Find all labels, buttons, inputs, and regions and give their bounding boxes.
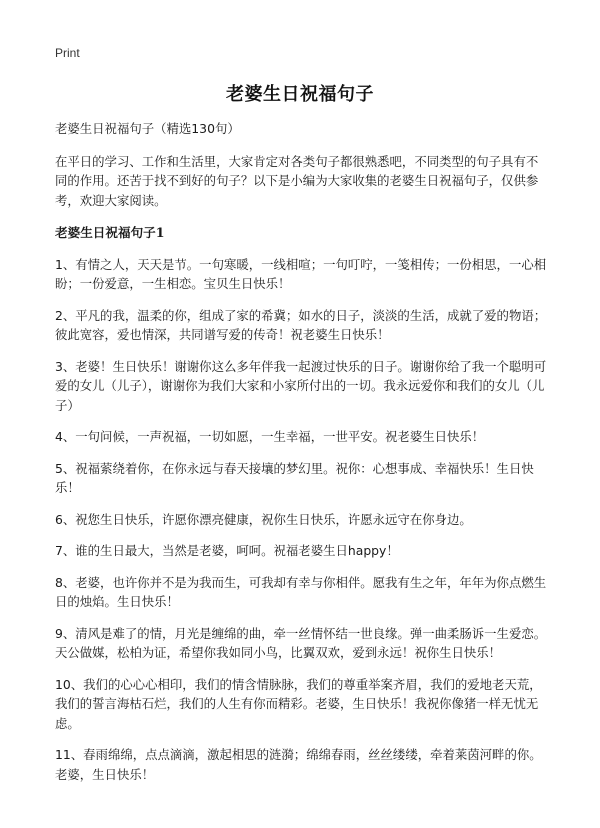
list-item: 3、老婆！生日快乐！谢谢你这么多年伴我一起渡过快乐的日子。谢谢你给了我一个聪明可爱的女儿（儿子），谢谢你为我们大家和小家所付出的一切。我永远爱你和我们的女儿（儿子） xyxy=(55,358,547,413)
list-item: 9、清风是难了的情，月光是缠绵的曲，牵一丝情怀结一世良缘。弹一曲柔肠诉一生爱恋。天公做媒，松柏为证，希望你我如同小鸟，比翼双欢，爱到永远！祝你生日快乐！ xyxy=(55,625,547,660)
list-item: 1、有情之人，天天是节。一句寒暖，一线相喧；一句叮咛，一笺相传；一份相思，一心相盼；一份爱意，一生相恋。宝贝生日快乐！ xyxy=(55,256,547,291)
list-item: 2、平凡的我，温柔的你，组成了家的希冀；如水的日子，淡淡的生活，成就了爱的物语；彼此宽容，爱也情深，共同谱写爱的传奇！祝老婆生日快乐！ xyxy=(55,307,547,342)
document-body xyxy=(55,119,548,796)
list-item: 8、老婆，也许你并不是为我而生，可我却有幸与你相伴。愿我有生之年，年年为你点燃生日的烛焰。生日快乐！ xyxy=(55,574,547,609)
list-item: 10、我们的心心心相印，我们的情含情脉脉，我们的尊重举案齐眉，我们的爱地老天荒，我们的誓言海枯石烂，我们的人生有你而精彩。老婆，生日快乐！我祝你像猪一样无忧无虑。 xyxy=(55,676,542,731)
list-item: 11、春雨绵绵，点点滴滴，激起相思的涟漪；绵绵春雨，丝丝缕缕，牵着莱茵河畔的你。老婆，生日快乐！ xyxy=(55,747,542,782)
print-label: Print xyxy=(55,46,80,60)
list-item: 4、一句问候，一声祝福，一切如愿，一生幸福，一世平安。祝老婆生日快乐！ xyxy=(55,429,485,444)
document-subtitle: 老婆生日祝福句子（精选130句） xyxy=(55,121,240,136)
page-title: 老婆生日祝福句子 xyxy=(226,84,374,105)
list-item: 7、谁的生日最大，当然是老婆，呵呵。祝福老婆生日happy！ xyxy=(55,543,399,558)
list-item: 5、祝福萦绕着你，在你永远与春天接壤的梦幻里。祝你：心想事成、幸福快乐！生日快乐！ xyxy=(55,460,534,495)
intro-paragraph: 在平日的学习、工作和生活里，大家肯定对各类句子都很熟悉吧，不同类型的句子具有不同的作用。还苦于找不到好的句子？以下是小编为大家收集的老婆生日祝福句子，仅供参考，欢迎大家阅读。 xyxy=(55,153,539,208)
section-heading: 老婆生日祝福句子1 xyxy=(55,225,165,240)
list-item: 6、祝您生日快乐，许愿你漂亮健康，祝你生日快乐，许愿永远守在你身边。 xyxy=(55,511,472,527)
